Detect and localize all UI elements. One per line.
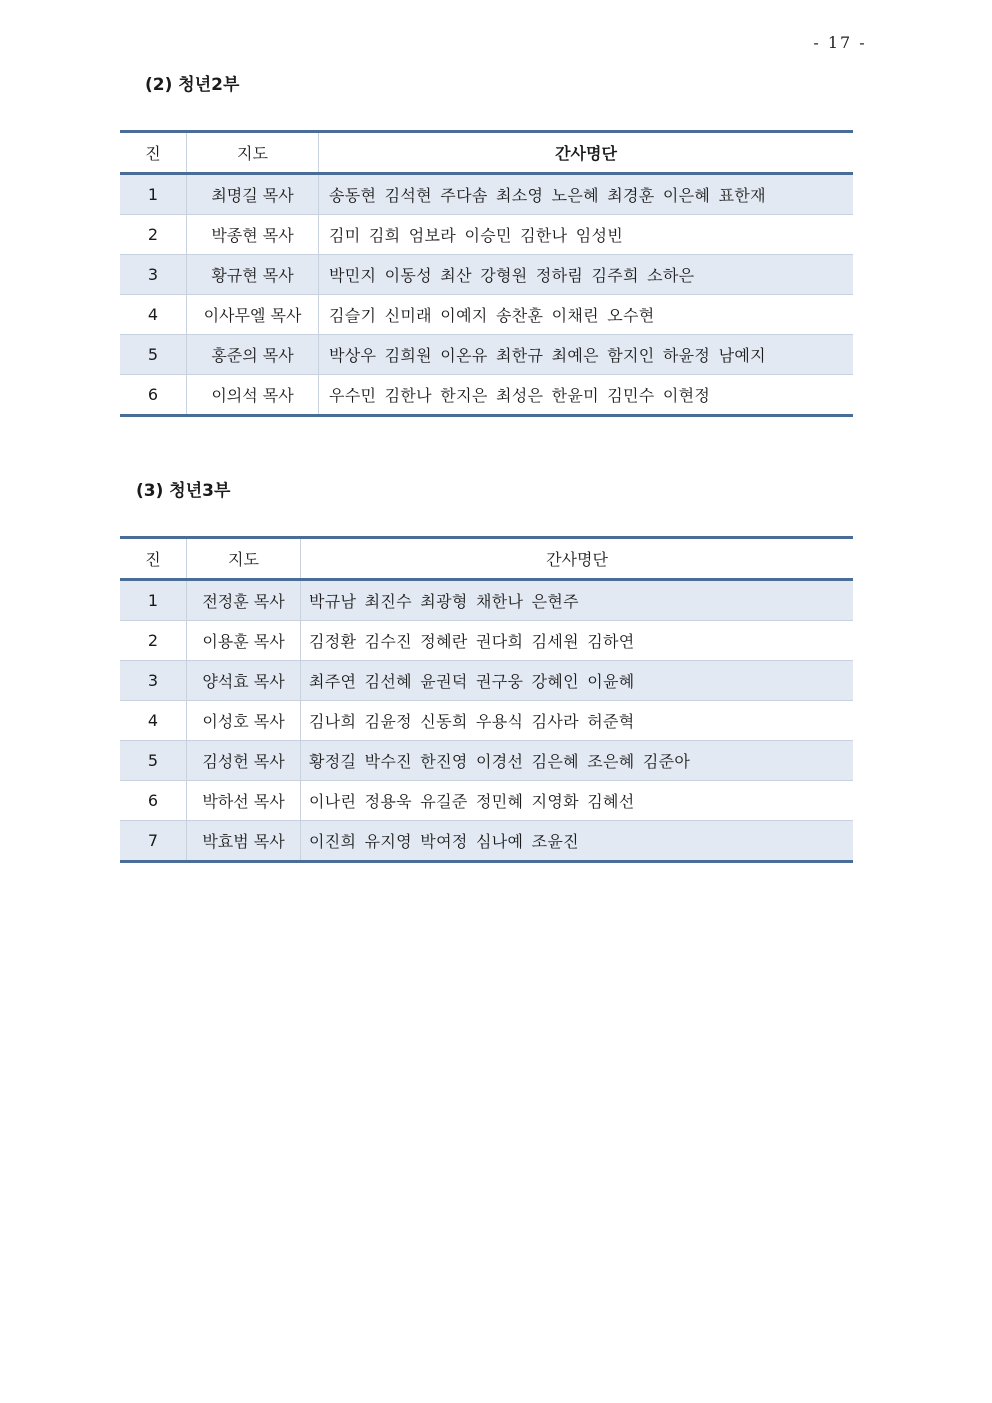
section-title-youth-3: (3) 청년3부 [136, 481, 231, 501]
guide-pastor: 최명길 목사 [187, 174, 319, 215]
staff-names: 송동현 김석현 주다솜 최소영 노은혜 최경훈 이은혜 표한재 [329, 186, 766, 205]
guide-pastor: 양석효 목사 [187, 661, 301, 701]
staff-names: 박규남 최진수 최광형 채한나 은현주 [309, 592, 579, 611]
guide-pastor: 이용훈 목사 [187, 621, 301, 661]
table-row [120, 580, 853, 621]
staff-names: 우수민 김한나 한지은 최성은 한윤미 김민수 이현정 [329, 386, 711, 405]
table-row [120, 295, 853, 335]
column-header-staff-list: 간사명단 [546, 550, 608, 569]
staff-names: 최주연 김선혜 윤권덕 권구웅 강혜인 이윤혜 [309, 672, 635, 691]
staff-names: 김미 김희 엄보라 이승민 김한나 임성빈 [329, 226, 624, 245]
table-row [120, 215, 853, 255]
group-number: 5 [120, 741, 187, 781]
group-number: 1 [120, 580, 187, 621]
staff-names: 박민지 이동성 최산 강형원 정하림 김주희 소하은 [329, 266, 695, 285]
group-number: 3 [120, 661, 187, 701]
guide-pastor: 박효범 목사 [187, 821, 301, 862]
group-number: 4 [120, 701, 187, 741]
staff-names: 김슬기 신미래 이예지 송찬훈 이채린 오수현 [329, 306, 655, 325]
guide-pastor: 홍준의 목사 [187, 335, 319, 375]
staff-table-youth-2 [120, 130, 853, 417]
staff-names: 이진희 유지영 박여정 심나예 조윤진 [309, 832, 579, 851]
group-number: 6 [120, 375, 187, 416]
table-row [120, 661, 853, 701]
column-header-group: 진 [120, 538, 187, 580]
table-row [120, 375, 853, 416]
table-header-row [120, 132, 853, 174]
staff-names: 황정길 박수진 한진영 이경선 김은혜 조은혜 김준아 [309, 752, 691, 771]
group-number: 6 [120, 781, 187, 821]
table-row [120, 821, 853, 862]
staff-names: 김나희 김윤정 신동희 우용식 김사라 허준혁 [309, 712, 635, 731]
guide-pastor: 황규현 목사 [187, 255, 319, 295]
column-header-staff-list: 간사명단 [555, 144, 617, 163]
group-number: 2 [120, 215, 187, 255]
group-number: 2 [120, 621, 187, 661]
table-row [120, 741, 853, 781]
group-number: 7 [120, 821, 187, 862]
table-row [120, 335, 853, 375]
staff-table-youth-3 [120, 536, 853, 863]
staff-names: 박상우 김희원 이온유 최한규 최예은 함지인 하윤정 남예지 [329, 346, 766, 365]
guide-pastor: 이의석 목사 [187, 375, 319, 416]
guide-pastor: 이사무엘 목사 [187, 295, 319, 335]
guide-pastor: 박종현 목사 [187, 215, 319, 255]
staff-names: 이나린 정용욱 유길준 정민혜 지영화 김혜선 [309, 792, 635, 811]
group-number: 3 [120, 255, 187, 295]
table-header-row [120, 538, 853, 580]
column-header-group: 진 [120, 132, 187, 174]
guide-pastor: 이성호 목사 [187, 701, 301, 741]
group-number: 4 [120, 295, 187, 335]
group-number: 1 [120, 174, 187, 215]
table-row [120, 621, 853, 661]
guide-pastor: 전정훈 목사 [187, 580, 301, 621]
group-number: 5 [120, 335, 187, 375]
page-number: - 17 - [813, 33, 867, 52]
section-title-youth-2: (2) 청년2부 [145, 75, 240, 95]
column-header-guide: 지도 [187, 538, 301, 580]
staff-names: 김정환 김수진 정혜란 권다희 김세원 김하연 [309, 632, 635, 651]
guide-pastor: 김성헌 목사 [187, 741, 301, 781]
table-row [120, 174, 853, 215]
guide-pastor: 박하선 목사 [187, 781, 301, 821]
table-row [120, 255, 853, 295]
column-header-guide: 지도 [187, 132, 319, 174]
table-row [120, 781, 853, 821]
table-row [120, 701, 853, 741]
